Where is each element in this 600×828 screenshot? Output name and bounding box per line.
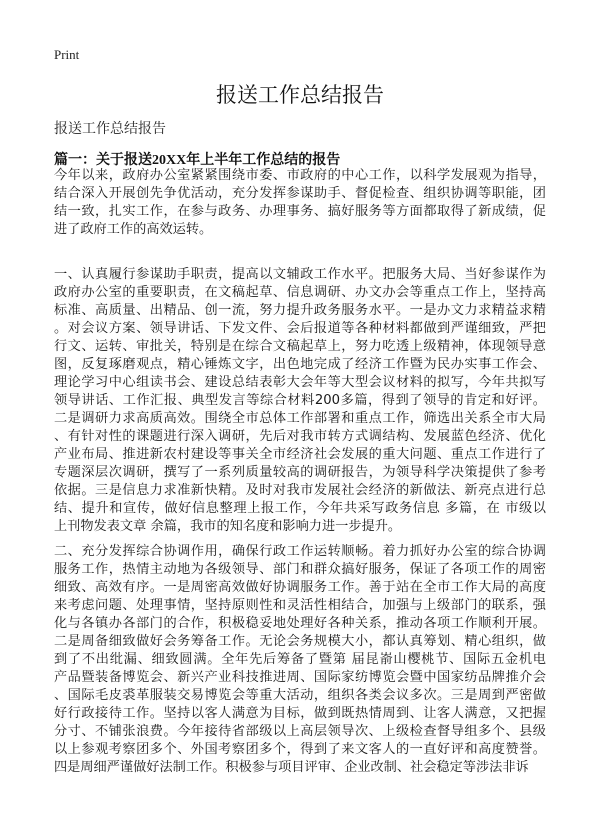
document-title: 报送工作总结报告 xyxy=(216,83,384,107)
text-line: 四是周细严谨做好法制工作。积极参与项目评审、企业改制、社会稳定等涉法非诉 xyxy=(54,760,529,775)
text-line: 结合深入开展创先争优活动，充分发挥参谋助手、督促检查、组织协调等职能，团 xyxy=(54,186,546,201)
text-line: 。对会议方案、领导讲话、下发文件、会后报道等各种材料都做到严谨细致，严把 xyxy=(54,321,546,336)
text-line: 二是周备细致做好会务筹备工作。无论会务规模大小，都认真筹划、精心组织，做 xyxy=(54,634,546,649)
text-line: 化与各镇办各部门的合作，积极稳妥地处理好各种关系，推动各项工作顺利开展。 xyxy=(54,616,546,631)
text-line: 结一致，扎实工作，在参与政务、办理事务、搞好服务等方面都取得了新成绩，促 xyxy=(54,204,546,219)
paragraph-intro xyxy=(54,167,546,239)
text-line: 图，反复琢磨观点，精心锤炼文字，出色地完成了经济工作暨为民办实事工作会、 xyxy=(54,357,546,372)
text-line: 好行政接待工作。坚持以客人满意为目标，做到既热情周到、让客人满意，又把握 xyxy=(54,706,546,721)
text-line: 行文、运转、审批关，特别是在综合文稿起草上，努力吃透上级精神，体现领导意 xyxy=(54,339,546,354)
text-line: 、国际毛皮裘革服装交易博览会等重大活动，组织各类会议多次。三是周到严密做 xyxy=(54,688,546,703)
text-line: 依据。三是信息力求准新快精。及时对我市发展社会经济的新做法、新亮点进行总 xyxy=(54,483,546,498)
text-line: 二、充分发挥综合协调作用，确保行政工作运转顺畅。着力抓好办公室的综合协调 xyxy=(54,544,546,559)
text-line: 来考虑问题、处理事情，坚持原则性和灵活性相结合，加强与上级部门的联系，强 xyxy=(54,598,546,613)
text-line: 一、认真履行参谋助手职责，提高以文辅政工作水平。把服务大局、当好参谋作为 xyxy=(54,267,546,282)
document-subtitle: 报送工作总结报告 xyxy=(54,121,166,137)
text-line: 细致、高效有序。一是周密高效做好协调服务工作。善于站在全市工作大局的高度 xyxy=(54,580,546,595)
text-line: 领导讲话、工作汇报、典型发言等综合材料200多篇，得到了领导的肯定和好评。 xyxy=(54,393,546,408)
text-line: 标准、高质量、出精品、创一流，努力提升政务服务水平。一是办文力求精益求精 xyxy=(54,303,546,318)
text-line: 、有针对性的课题进行深入调研，先后对我市转方式调结构、发展蓝色经济、优化 xyxy=(54,429,546,444)
text-line: 理论学习中心组读书会、建设总结表彰大会年等大型会议材料的拟写，今年共拟写 xyxy=(54,375,546,390)
text-line: 今年以来，政府办公室紧紧围绕市委、市政府的中心工作，以科学发展观为指导， xyxy=(54,168,546,183)
paragraph-section-two xyxy=(54,543,546,777)
text-line: 分寸、不铺张浪费。今年接待省部级以上高层领导次、上级检查督导组多个、县级 xyxy=(54,724,546,739)
text-line: 政府办公室的重要职责，在文稿起草、信息调研、办文办会等重点工作上，坚持高 xyxy=(54,285,546,300)
text-line: 产品暨装备博览会、新兴产业科技推进周、国际家纺博览会暨中国家纺品牌推介会 xyxy=(54,670,546,685)
print-link[interactable]: Print xyxy=(54,47,80,62)
text-line: 专题深层次调研，撰写了一系列质量较高的调研报告，为领导科学决策提供了参考 xyxy=(54,465,546,480)
text-line: 以上参观考察团多个、外国考察团多个，得到了来文客人的一直好评和高度赞誉。 xyxy=(54,742,546,757)
text-line: 产业布局、推进新农村建设等事关全市经济社会发展的重大问题、重点工作进行了 xyxy=(54,447,546,462)
paragraph-section-one xyxy=(54,266,546,536)
text-line: 结、提升和宣传，做好信息整理上报工作，今年共采写政务信息 多篇，在 市级以 xyxy=(54,501,546,516)
text-line: 进了政府工作的高效运转。 xyxy=(54,222,213,237)
text-line: 到了不出纰漏、细致圆满。全年先后筹备了暨第 届昆嵛山樱桃节、国际五金机电 xyxy=(54,652,546,667)
text-line: 二是调研力求高质高效。围绕全市总体工作部署和重点工作，筛选出关系全市大局 xyxy=(54,411,546,426)
text-line: 上刊物发表文章 余篇，我市的知名度和影响力进一步提升。 xyxy=(54,519,402,534)
section-heading: 篇一：关于报送20XX年上半年工作总结的报告 xyxy=(54,153,341,168)
text-line: 服务工作，热情主动地为各级领导、部门和群众搞好服务，保证了各项工作的周密 xyxy=(54,562,546,577)
